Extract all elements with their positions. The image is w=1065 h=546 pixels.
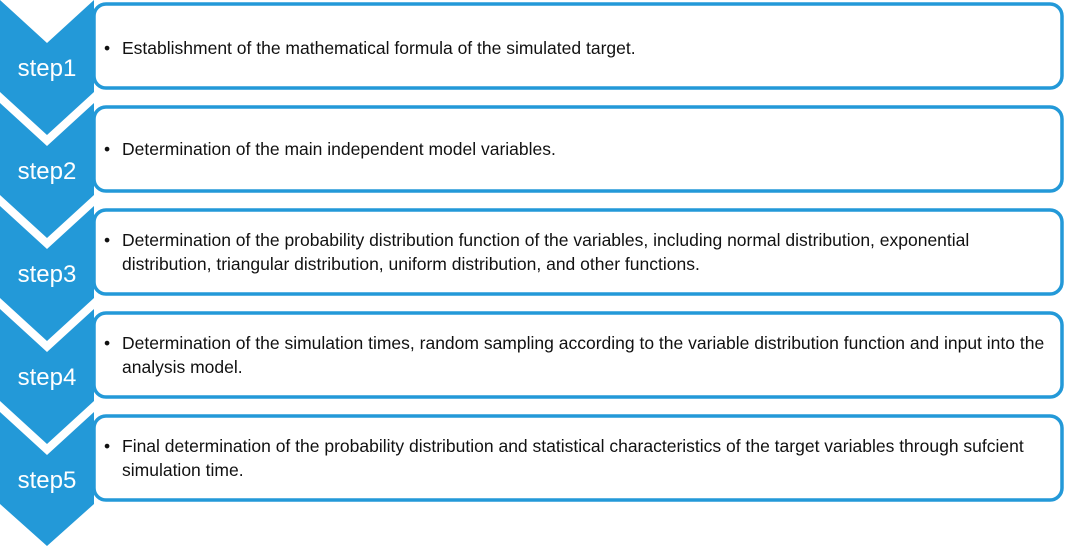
step4-content: [104, 331, 1049, 379]
step2-content: [104, 137, 1049, 161]
step1-text: Establishment of the mathematical formula of the simulated target.: [122, 38, 636, 58]
step5-label: step5: [17, 467, 77, 494]
step4-text: Determination of the simulation times, random sampling according to the variable distribution function and input into the analysis model.: [122, 333, 1045, 377]
step4-label: step4: [17, 364, 77, 391]
step4-bullet: •: [104, 333, 111, 353]
step1-label: step1: [17, 55, 77, 82]
step2-label: step2: [17, 158, 77, 185]
step1-chevron-group: [0, 0, 94, 135]
step3-content: [104, 228, 1049, 276]
step1-content: [104, 36, 1049, 60]
step3-label: step3: [17, 261, 77, 288]
step2-bullet: •: [104, 139, 111, 159]
step5-bullet: •: [104, 436, 111, 456]
step5-content: [104, 434, 1049, 482]
step5-text: Final determination of the probability distribution and statistical characteristics of the target variables through sufcient simulation time.: [122, 436, 1024, 480]
step3-text: Determination of the probability distribution function of the variables, including normal distribution, exponential distribution, triangular distribution, uniform distribution, and other functions.: [122, 230, 970, 274]
step3-bullet: •: [104, 230, 111, 250]
step1-bullet: •: [104, 38, 111, 58]
step2-text: Determination of the main independent model variables.: [122, 139, 556, 159]
